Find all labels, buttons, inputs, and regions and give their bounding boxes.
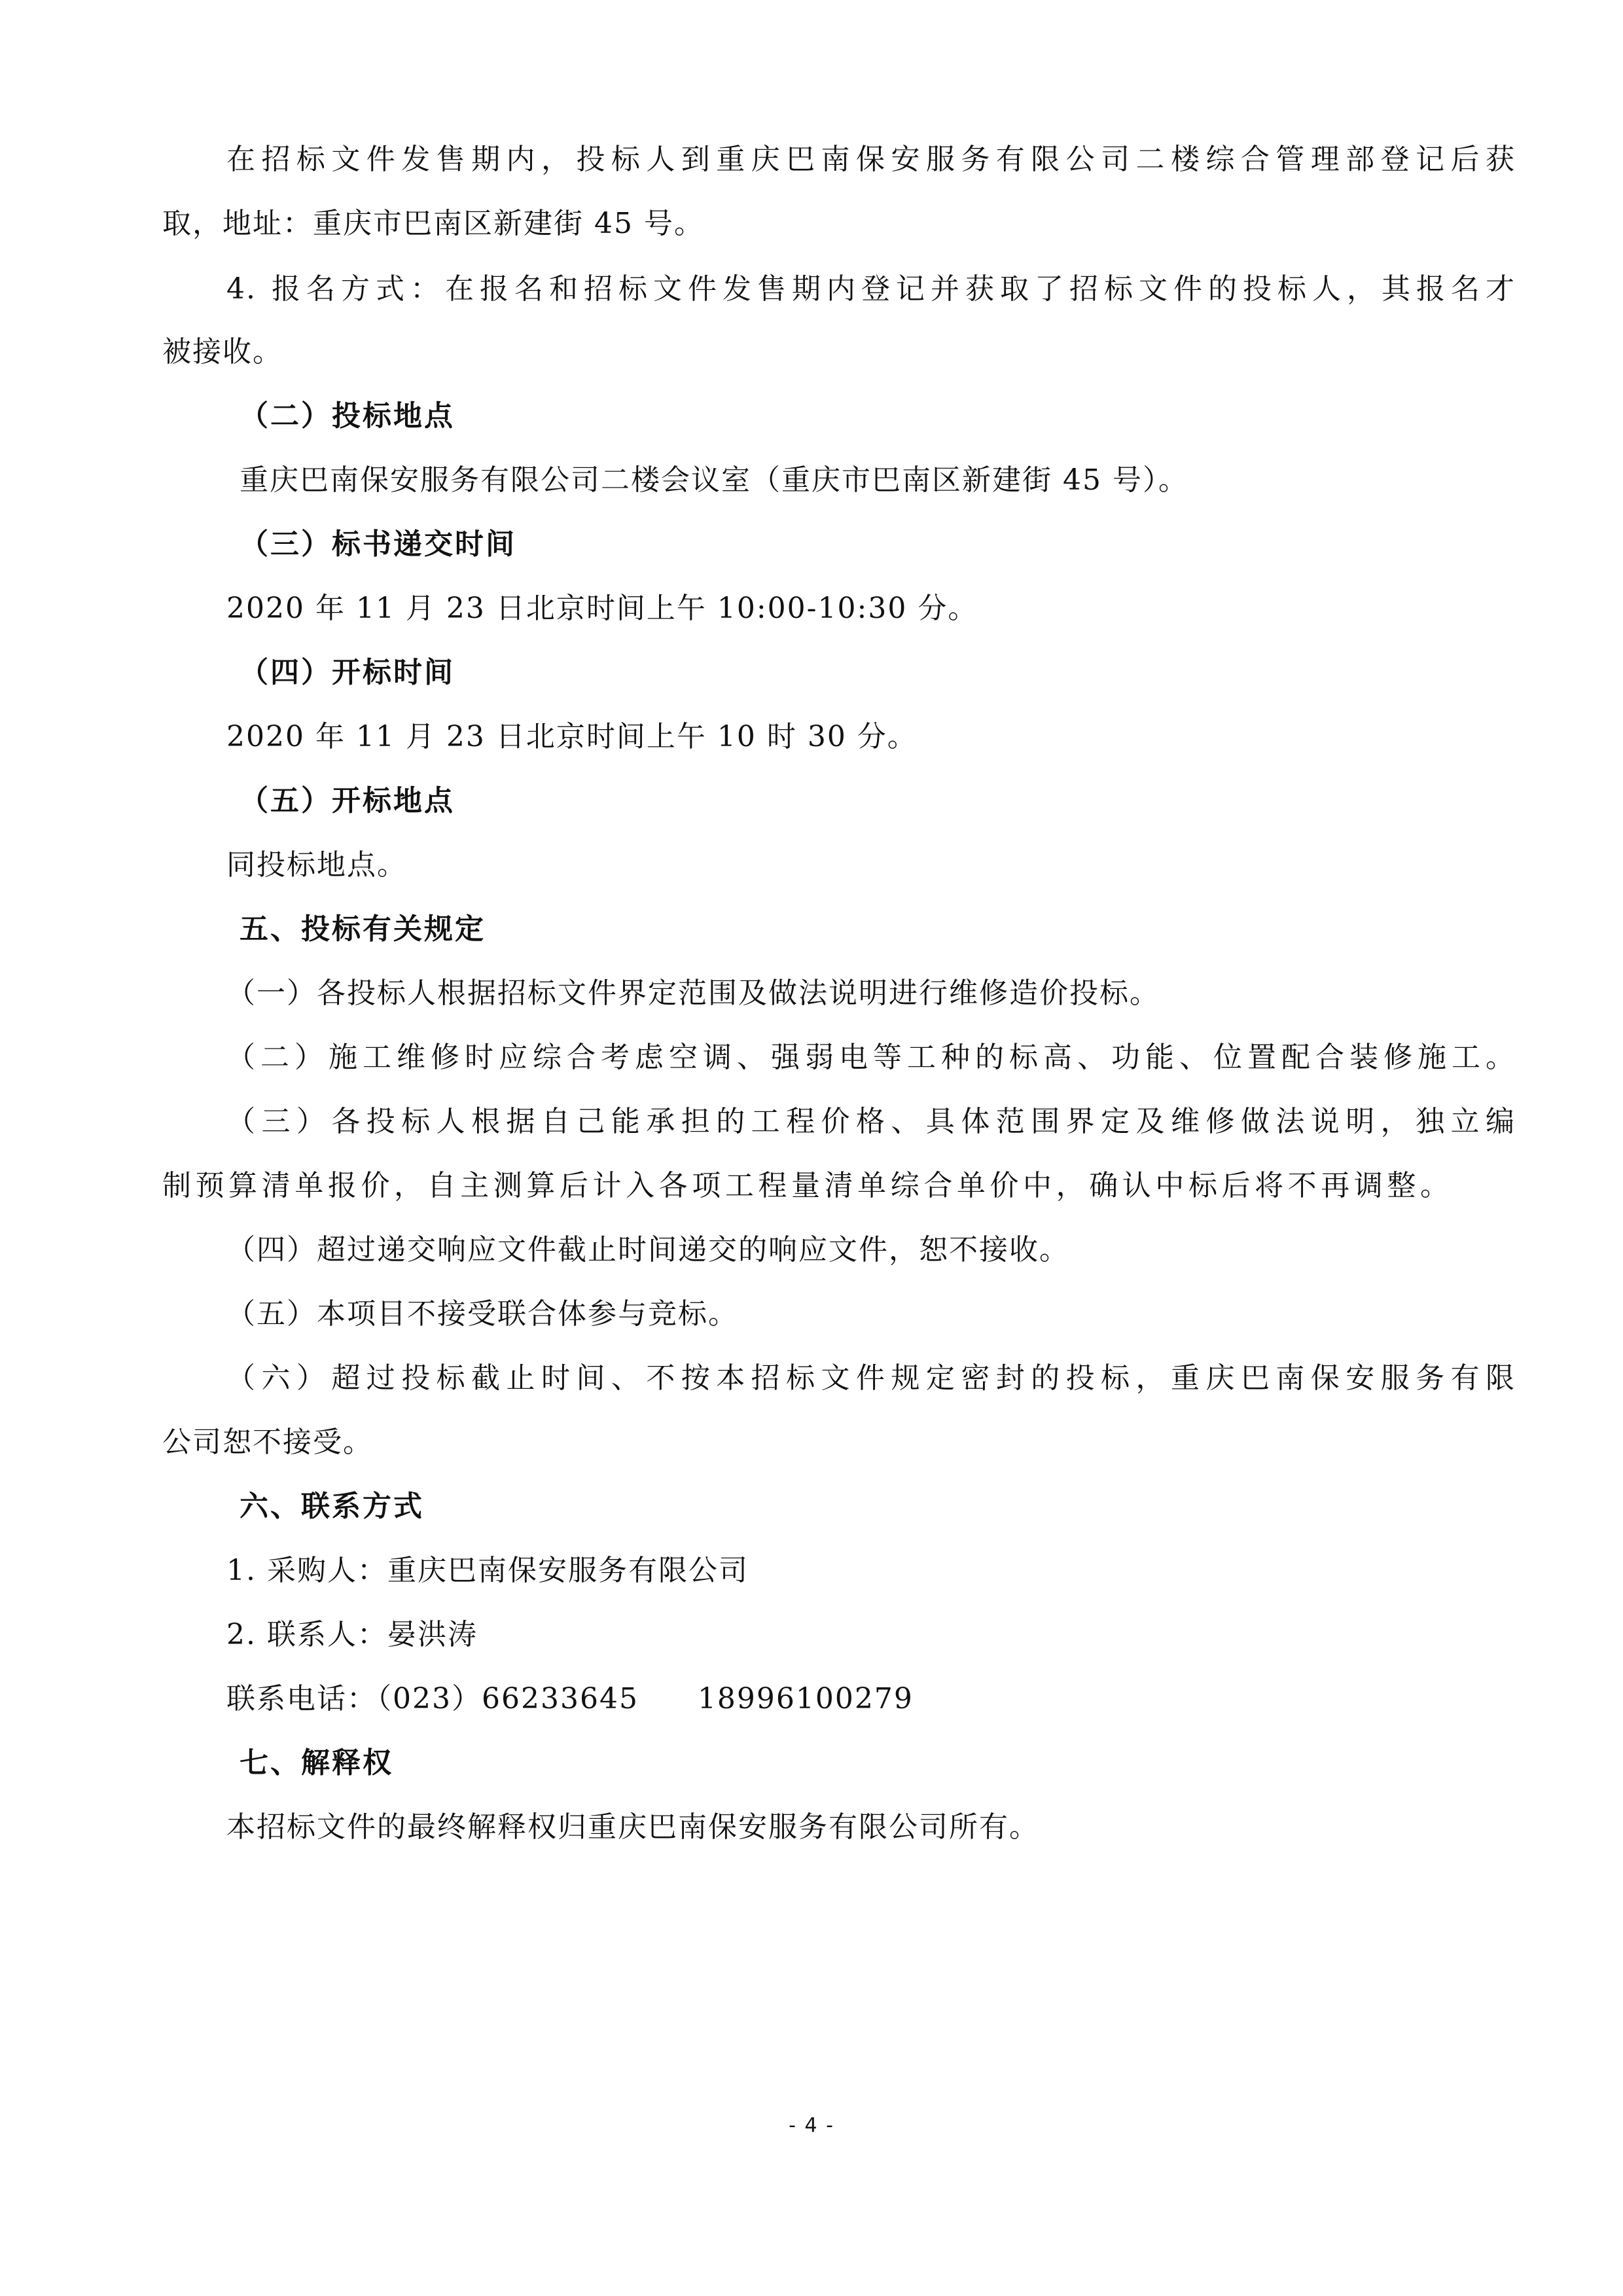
section-heading: （四）开标时间: [240, 656, 455, 689]
contact-phone-line: [226, 1678, 914, 1720]
paragraph-line: 在招标文件发售期内，投标人到重庆巴南保安服务有限公司二楼综合管理部登记后获: [226, 143, 1516, 176]
section-heading: （五）开标地点: [240, 784, 455, 817]
section-heading: （二）投标地点: [240, 399, 455, 433]
paragraph-line: （五）本项目不接受联合体参与竞标。: [226, 1297, 738, 1331]
paragraph-line: （一）各投标人根据招标文件界定范围及做法说明进行维修造价投标。: [226, 977, 1160, 1010]
paragraph-line: 制预算清单报价，自主测算后计入各项工程量清单综合单价中，确认中标后将不再调整。: [162, 1169, 1450, 1202]
section-heading: （三）标书递交时间: [240, 528, 516, 561]
paragraph-line: 公司恕不接受。: [162, 1426, 373, 1459]
paragraph-line: （三）各投标人根据自己能承担的工程价格、具体范围界定及维修做法说明，独立编: [226, 1105, 1516, 1138]
paragraph-line: 2. 联系人：晏洪涛: [226, 1618, 478, 1651]
section-heading: 七、解释权: [240, 1746, 393, 1780]
paragraph-line: （四）超过递交响应文件截止时间递交的响应文件，恕不接收。: [226, 1233, 1069, 1266]
paragraph-line: 2020 年 11 月 23 日北京时间上午 10 时 30 分。: [226, 720, 918, 753]
page-number: - 4 -: [789, 2114, 834, 2137]
paragraph-line: 2020 年 11 月 23 日北京时间上午 10:00-10:30 分。: [226, 592, 978, 625]
section-heading: 五、投标有关规定: [240, 912, 486, 946]
phone-office: 联系电话：（023）66233645: [226, 1682, 639, 1715]
paragraph-line: （六）超过投标截止时间、不按本招标文件规定密封的投标，重庆巴南保安服务有限: [226, 1361, 1516, 1395]
paragraph-line: 取，地址：重庆市巴南区新建街 45 号。: [162, 207, 704, 240]
paragraph-line: 重庆巴南保安服务有限公司二楼会议室（重庆市巴南区新建街 45 号）。: [240, 463, 1188, 497]
phone-mobile: 18996100279: [697, 1682, 914, 1715]
paragraph-line: 1. 采购人：重庆巴南保安服务有限公司: [226, 1554, 749, 1587]
paragraph-line: （二）施工维修时应综合考虑空调、强弱电等工种的标高、功能、位置配合装修施工。: [226, 1041, 1516, 1074]
section-heading: 六、联系方式: [240, 1490, 424, 1523]
paragraph-line: 同投标地点。: [226, 848, 407, 882]
paragraph-line: 被接收。: [162, 335, 283, 368]
paragraph-line: 本招标文件的最终解释权归重庆巴南保安服务有限公司所有。: [226, 1810, 1039, 1844]
paragraph-line: 4. 报名方式：在报名和招标文件发售期内登记并获取了招标文件的投标人，其报名才: [226, 272, 1516, 306]
